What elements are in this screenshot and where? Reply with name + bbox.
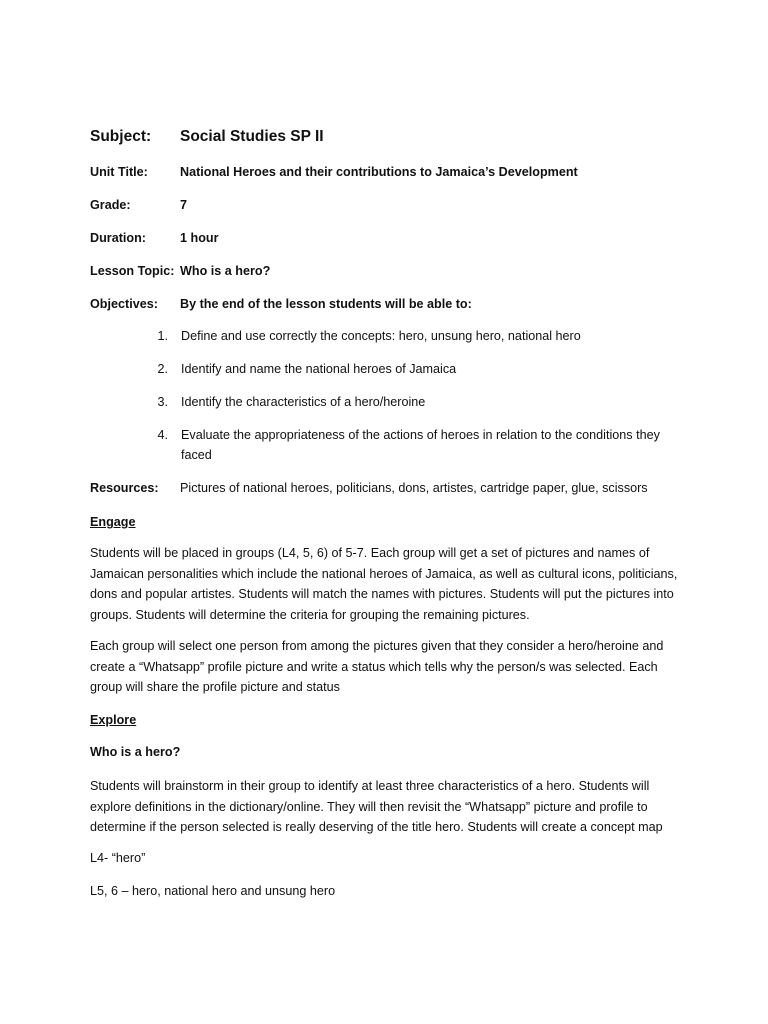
engage-paragraph-1: Students will be placed in groups (L4, 5, 6) of 5-7. Each group will get a set of pictures and names of Jamaican personalities which include the national heroes of Jamaica, as well as cultural icons, politicians, dons and popular artistes. Students will match the names with pictures. Students will put the pictures into groups. Students will determine the criteria for grouping the remaining pictures. [90, 546, 678, 622]
objective-number: 4. [157, 428, 168, 442]
unit-title-value: National Heroes and their contributions to Jamaica’s Development [180, 165, 578, 179]
resources-value: Pictures of national heroes, politicians, dons, artistes, cartridge paper, glue, scissors [180, 481, 648, 495]
objective-number: 3. [157, 395, 168, 409]
objective-text: Evaluate the appropriateness of the actions of heroes in relation to the conditions they faced [181, 428, 660, 462]
grade-value: 7 [180, 198, 188, 212]
explore-level-4-line: L4- “hero” [90, 851, 146, 865]
duration-label: Duration: [90, 231, 146, 245]
subject-value: Social Studies SP II [180, 128, 324, 145]
subject-label: Subject: [90, 128, 152, 145]
resources-label: Resources: [90, 481, 159, 495]
lesson-topic-label: Lesson Topic: [90, 264, 175, 278]
objectives-intro: By the end of the lesson students will be able to: [180, 297, 472, 311]
objective-number: 1. [157, 329, 168, 343]
engage-paragraph-2: Each group will select one person from among the pictures given that they consider a hero/heroine and create a “Whatsapp” profile picture and write a status which tells why the person/s was selected. Each group will share the profile picture and status [90, 639, 664, 694]
objective-text: Identify the characteristics of a hero/heroine [181, 395, 426, 409]
objective-text: Identify and name the national heroes of Jamaica [181, 362, 457, 376]
explore-level-5-6-line: L5, 6 – hero, national hero and unsung hero [90, 884, 336, 898]
explore-subheading: Who is a hero? [90, 745, 181, 759]
explore-heading: Explore [90, 713, 137, 727]
lesson-topic-value: Who is a hero? [180, 264, 271, 278]
objectives-label: Objectives: [90, 297, 158, 311]
objective-text: Define and use correctly the concepts: hero, unsung hero, national hero [181, 329, 581, 343]
grade-label: Grade: [90, 198, 131, 212]
engage-heading: Engage [90, 515, 136, 529]
explore-paragraph: Students will brainstorm in their group to identify at least three characteristics of a hero. Students will explore definitions in the dictionary/online. They will then revisit the “Whatsapp” picture and profile to determine if the person selected is really deserving of the title hero. Students will create a concept map [90, 779, 663, 834]
duration-value: 1 hour [180, 231, 219, 245]
objective-number: 2. [157, 362, 168, 376]
unit-title-label: Unit Title: [90, 165, 148, 179]
